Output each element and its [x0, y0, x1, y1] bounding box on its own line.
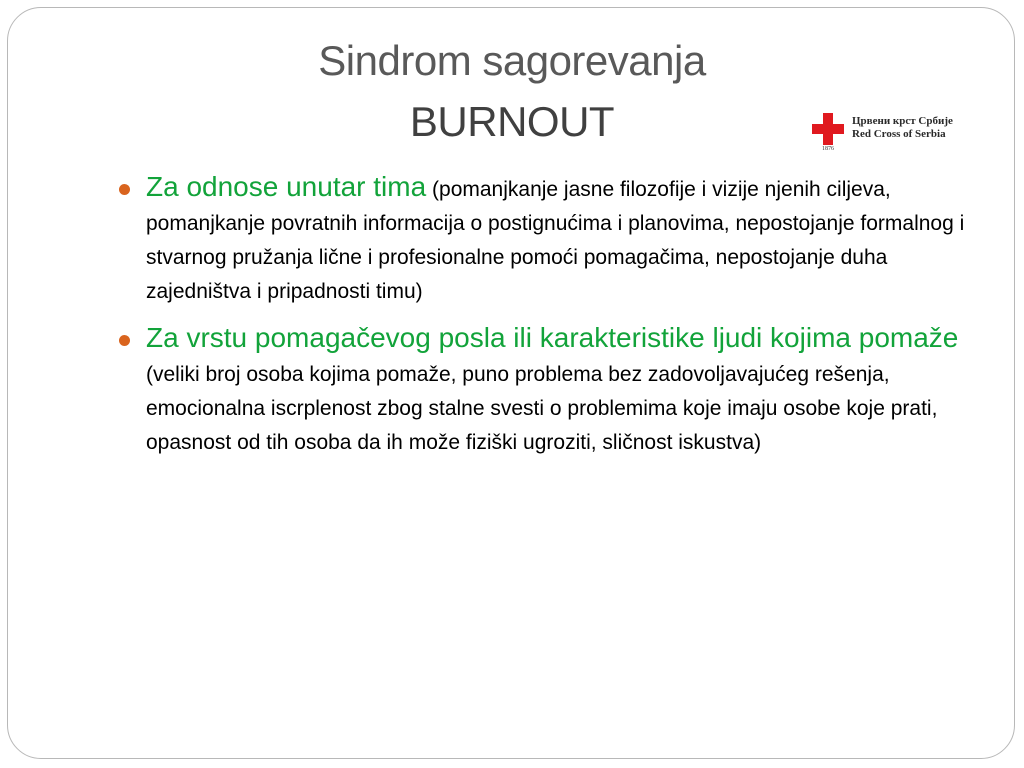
logo-year: 1876 — [822, 146, 834, 152]
logo-text-english: Red Cross of Serbia — [852, 128, 946, 140]
bullet-dot-icon — [119, 184, 130, 195]
slide-subtitle: BURNOUT — [409, 98, 615, 145]
bullet-heading: Za vrstu pomagačevog posla ili karakteristike ljudi kojima pomaže — [146, 322, 959, 353]
bullet-dot-icon — [119, 335, 130, 346]
bullet-heading: Za odnose unutar tima — [146, 171, 427, 202]
logo-text — [852, 115, 953, 141]
logo-text-serbian: Црвени крст Србије — [852, 115, 953, 127]
red-cross-logo — [812, 111, 972, 157]
bullet-item-team-relations — [118, 170, 968, 309]
bullet-list — [118, 170, 968, 472]
bullet-item-work-type — [118, 321, 968, 460]
slide-title: Sindrom sagorevanja — [318, 37, 706, 84]
bullet-body: (veliki broj osoba kojima pomaže, puno problema bez zadovoljavajućeg rešenja, emocionalna iscrplenost zbog stalne svesti o problemima koje imaju osobe koje prati, opasnost od tih osoba da ih može fiziški ugroziti, sličnost iskustva) — [146, 363, 938, 454]
red-cross-icon — [812, 113, 844, 145]
bullet-body: (pomanjkanje jasne filozofije i vizije njenih ciljeva, pomanjkanje povratnih informacija o postignućima i planovima, nepostojanje formalnog i stvarnog pružanja lične i profesionalne pomoći pomagačima, nepostojanje duha zajedništva i pripadnosti timu) — [146, 178, 965, 303]
